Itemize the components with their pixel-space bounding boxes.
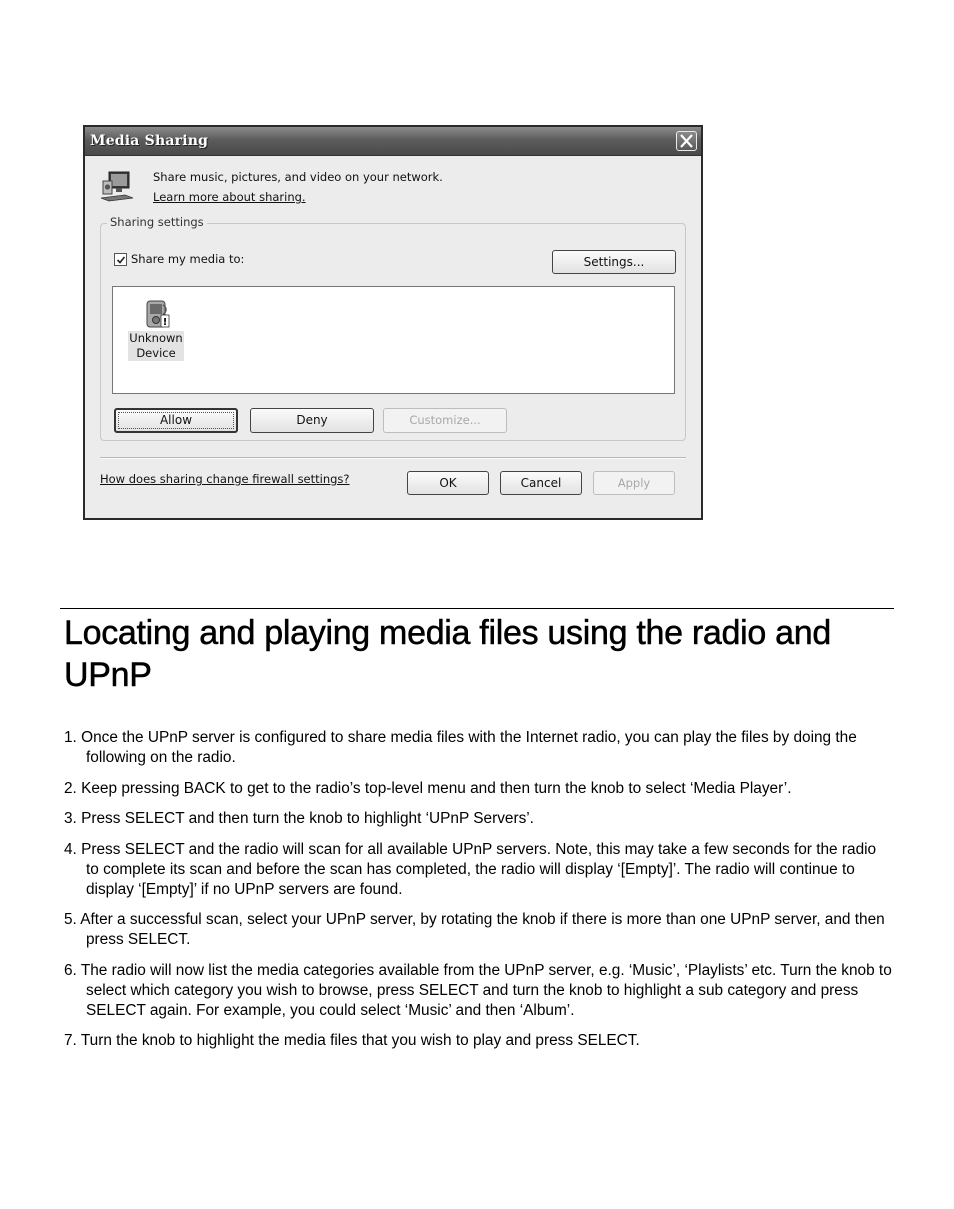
device-label-line1: Unknown (129, 331, 183, 345)
cancel-button[interactable]: Cancel (500, 471, 582, 495)
learn-more-link[interactable]: Learn more about sharing. (153, 190, 306, 204)
close-icon (680, 134, 693, 148)
media-sharing-dialog (83, 125, 703, 520)
step-item: 2. Keep pressing BACK to get to the radio’s top-level menu and then turn the knob to select ‘Media Player’. (64, 779, 792, 797)
ok-button[interactable]: OK (407, 471, 489, 495)
header-description: Share music, pictures, and video on your network. (153, 170, 443, 184)
dialog-title: Media Sharing (90, 133, 209, 149)
steps-list (62, 728, 892, 1062)
device-list[interactable] (112, 286, 675, 394)
close-button[interactable] (676, 131, 697, 151)
sharing-settings-label: Sharing settings (107, 215, 207, 229)
settings-button[interactable]: Settings... (552, 250, 676, 274)
step-item: 5. After a successful scan, select your UPnP server, by rotating the knob if there is more than one UPnP server, and then press SELECT. (64, 911, 885, 948)
device-label-line2: Device (136, 346, 176, 360)
deny-button[interactable]: Deny (250, 408, 374, 433)
step-item: 4. Press SELECT and the radio will scan for all available UPnP servers. Note, this may take a few seconds for the radio to complete its scan and before the scan has completed, the radio will display ‘[Empty]’. The radio will continue to display ‘[Empty]’ if no UPnP servers are found. (64, 840, 877, 898)
step-item: 7. Turn the knob to highlight the media files that you wish to play and press SELECT. (64, 1032, 640, 1049)
unknown-device-label[interactable] (128, 331, 184, 361)
allow-button[interactable] (114, 408, 238, 433)
share-media-label: Share my media to: (131, 252, 245, 266)
network-media-icon (99, 169, 135, 205)
section-heading: Locating and playing media files using the radio and UPnP (64, 614, 831, 694)
apply-button[interactable]: Apply (593, 471, 675, 495)
firewall-settings-link[interactable]: How does sharing change firewall settings? (100, 472, 350, 486)
focus-rectangle (118, 412, 234, 429)
share-media-checkbox[interactable] (114, 253, 127, 266)
dialog-titlebar (85, 127, 701, 156)
svg-text:!: ! (162, 317, 168, 328)
section-rule (60, 608, 894, 609)
allow-button-label: Allow (159, 413, 193, 427)
step-item: 6. The radio will now list the media categories available from the UPnP server, e.g. ‘Music’, ‘Playlists’ etc. Turn the knob to select which category you wish to browse, press SELECT and turn the knob to highlight a sub category and press SELECT again. For example, you could select ‘Music’ and then ‘Album’. (64, 961, 892, 1019)
step-item: 1. Once the UPnP server is configured to share media files with the Internet radio, you can play the files by doing the following on the radio. (64, 729, 857, 766)
customize-button[interactable]: Customize... (383, 408, 507, 433)
checkmark-icon (116, 255, 126, 265)
dialog-separator (100, 457, 686, 459)
step-item: 3. Press SELECT and then turn the knob to highlight ‘UPnP Servers’. (64, 810, 534, 827)
unknown-device-icon (139, 295, 175, 331)
